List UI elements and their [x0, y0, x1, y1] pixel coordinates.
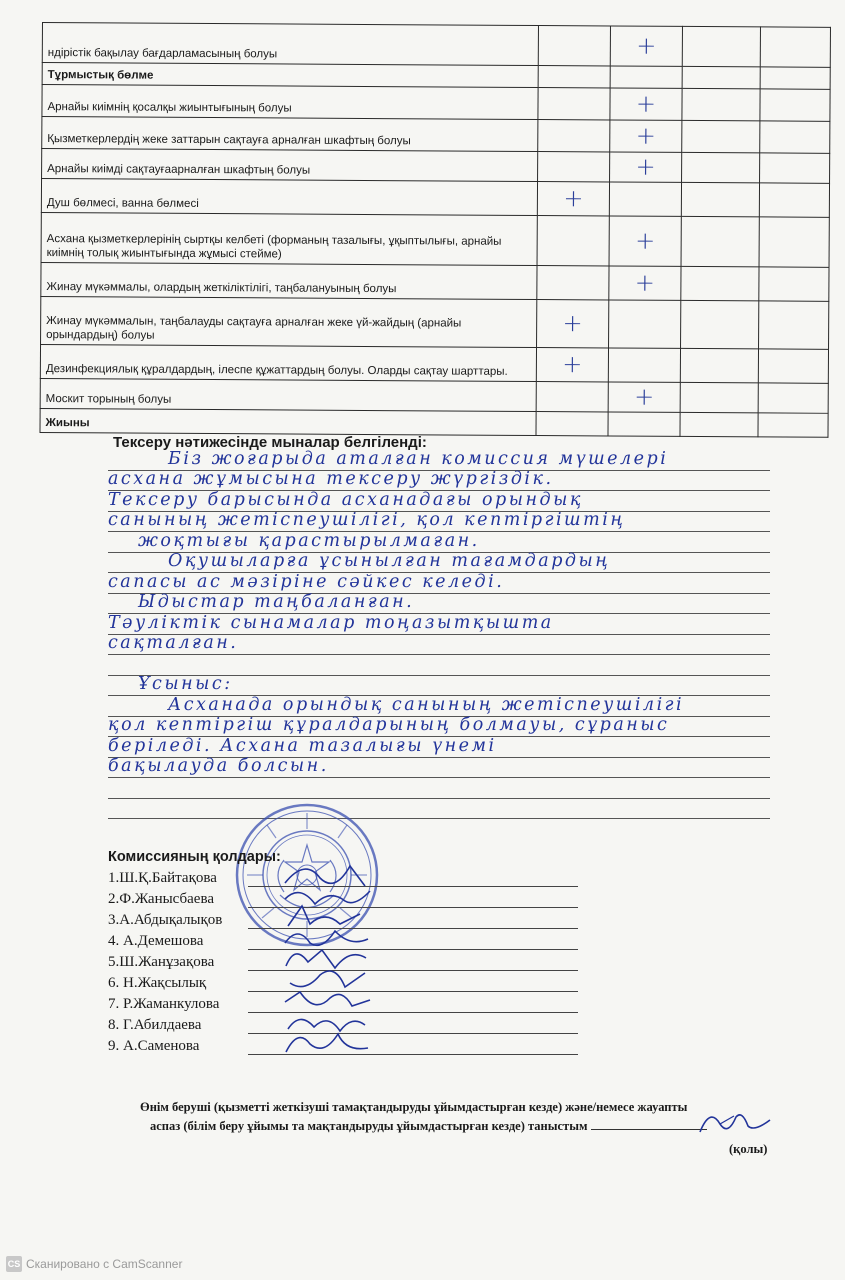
handwritten-findings — [108, 450, 770, 819]
checklist-row — [41, 212, 829, 267]
ruled-line — [108, 758, 770, 779]
mark-cell — [680, 382, 758, 412]
mark-cell — [681, 266, 759, 300]
member-name: 9. А.Саменова — [108, 1038, 200, 1054]
ruled-line — [108, 532, 770, 553]
mark-cell — [758, 413, 828, 437]
mark-cell — [536, 412, 608, 436]
member-name: 6. Н.Жақсылық — [108, 975, 207, 991]
member-name: 2.Ф.Жанысбаева — [108, 891, 215, 907]
ruled-line — [108, 778, 770, 799]
checklist-row — [41, 179, 829, 218]
signatures-heading: Комиссияның қолдары: — [108, 849, 281, 865]
mark-cell — [758, 349, 828, 383]
mark-cell — [538, 26, 610, 66]
plus-mark: + — [636, 31, 657, 60]
ruled-line — [108, 676, 770, 697]
mark-cell — [536, 382, 608, 412]
ruled-line — [108, 799, 770, 820]
handwritten-text: Оқушыларға ұсынылған тағамдардың — [168, 551, 611, 571]
mark-cell — [538, 120, 610, 152]
criterion-label: Асхана қызметкерлерінің сыртқы келбеті (форманың тазалығы, ұқыптылығы, арнайы киімнің толық жиынтығында жұмысі стейме) — [41, 212, 537, 265]
mark-cell — [681, 182, 759, 216]
ruled-line — [108, 573, 770, 594]
plus-mark: + — [635, 226, 656, 255]
mark-cell — [758, 383, 828, 413]
checklist-row — [40, 344, 828, 383]
acknowledgement-signature — [690, 1102, 780, 1142]
handwritten-text: жоқтығы қарастырылмаған. — [138, 530, 480, 551]
handwritten-text: Біз жоғарыда аталған комиссия мүшелері — [168, 448, 669, 469]
handwritten-text: Тәуліктік сынамалар тоңазытқышта — [108, 612, 554, 633]
mark-cell — [760, 27, 830, 67]
mark-cell — [682, 88, 760, 120]
mark-cell — [538, 88, 610, 120]
mark-cell — [609, 182, 681, 216]
plus-mark: + — [634, 268, 656, 297]
member-name: 3.А.Абдықалықов — [108, 912, 223, 928]
plus-mark: + — [635, 89, 657, 118]
checklist-row — [40, 408, 828, 437]
checklist-row — [42, 23, 830, 68]
checklist-row — [41, 262, 829, 301]
mark-cell — [610, 88, 682, 120]
plus-mark: + — [563, 183, 584, 212]
plus-mark: + — [635, 152, 656, 181]
mark-cell — [759, 267, 829, 301]
mark-cell — [538, 152, 610, 182]
mark-cell — [608, 348, 680, 382]
mark-cell — [610, 120, 682, 152]
plus-mark: + — [634, 382, 655, 411]
handwritten-text: асхана жұмысына тексеру жүргіздік. — [108, 469, 554, 489]
mark-cell — [537, 300, 609, 348]
mark-cell — [537, 266, 609, 300]
checklist-row — [41, 296, 829, 349]
ruled-line — [108, 717, 770, 738]
mark-cell — [680, 412, 758, 436]
ruled-line — [108, 512, 770, 533]
ruled-line — [108, 553, 770, 574]
mark-cell — [681, 300, 759, 348]
section-label: Тұрмыстық бөлме — [42, 63, 538, 88]
handwritten-text: беріледі. Асхана тазалығы үнемі — [108, 735, 497, 756]
mark-cell — [537, 182, 609, 216]
mark-cell — [760, 89, 830, 121]
mark-cell — [760, 153, 830, 183]
criterion-label: Душ бөлмесі, ванна бөлмесі — [41, 179, 537, 216]
criterion-label: Арнайы киімнің қосалқы жиынтығының болуы — [42, 85, 538, 120]
mark-cell — [608, 382, 680, 412]
handwritten-text: сапасы ас мәзіріне сәйкес келеді. — [108, 571, 505, 592]
commission-members — [108, 868, 578, 1057]
mark-cell — [609, 216, 681, 266]
commission-member — [108, 1036, 578, 1057]
ruled-line — [108, 737, 770, 758]
mark-cell — [538, 66, 610, 88]
mark-cell — [759, 217, 829, 267]
member-name: 5.Ш.Жанұзақова — [108, 954, 215, 970]
mark-cell — [759, 183, 829, 217]
scanner-text: Сканировано с CamScanner — [26, 1257, 183, 1271]
handwritten-text: Асханада орындық санының жетіспеушілігі — [168, 694, 685, 715]
mark-cell — [610, 152, 682, 182]
handwritten-text: Тексеру барысында асханадағы орындық — [108, 489, 583, 510]
member-name: 4. А.Демешова — [108, 933, 204, 949]
mark-cell — [536, 348, 608, 382]
ruled-line — [108, 471, 770, 492]
checklist-table — [39, 22, 830, 438]
mark-cell — [608, 412, 680, 436]
criterion-label: Дезинфекциялық құралдардың, ілеспе құжаттардың болуы. Оларды сақтау шарттары. — [40, 344, 536, 381]
mark-cell — [682, 26, 760, 66]
acknowledgement-line-1: Өнім беруші (қызметті жеткізуші тамақтандыруды ұйымдастырған кезде) және/немесе жауапты — [140, 1100, 688, 1114]
checklist-row — [40, 378, 828, 413]
checklist-row — [42, 85, 830, 122]
handwritten-text: Ұсыныс: — [138, 674, 233, 694]
criterion-label: ндірістік бақылау бағдарламасының болуы — [42, 23, 538, 66]
criterion-label: Жинау мүкәммалы, олардың жеткіліктілігі, таңбалануының болуы — [41, 262, 537, 299]
mark-cell — [760, 67, 830, 89]
handwritten-text: қол кептіргіш құралдарының болмауы, сұраныс — [108, 715, 670, 735]
ruled-line — [108, 696, 770, 717]
mark-cell — [610, 26, 682, 66]
criterion-label: Арнайы киімді сақтауғаарналған шкафтың болуы — [42, 149, 538, 182]
mark-cell — [682, 152, 760, 182]
mark-cell — [537, 216, 609, 266]
member-name: 7. Р.Жаманкулова — [108, 996, 220, 1012]
member-signature — [280, 1026, 390, 1056]
handwritten-text: бақылауда болсын. — [108, 756, 329, 776]
plus-mark: + — [635, 121, 656, 150]
mark-cell — [609, 266, 681, 300]
checklist-row — [42, 117, 830, 154]
section-label: Жиыны — [40, 408, 536, 435]
mark-cell — [682, 120, 760, 152]
mark-cell — [681, 216, 759, 266]
mark-cell — [682, 66, 760, 88]
plus-mark: + — [562, 349, 583, 378]
mark-cell — [760, 121, 830, 153]
criterion-label: Москит торының болуы — [40, 378, 536, 411]
scanner-watermark — [6, 1256, 182, 1272]
handwritten-text: Ыдыстар таңбаланған. — [138, 592, 415, 612]
checklist-row — [42, 149, 830, 184]
ruled-line — [108, 450, 770, 471]
signature-label: (қолы) — [729, 1142, 768, 1156]
camscanner-icon: CS — [6, 1256, 22, 1272]
results-heading: Тексеру нәтижесінде мыналар белгіленді: — [113, 434, 427, 451]
handwritten-text: санының жетіспеушілігі, қол кептіргіштің — [108, 510, 626, 530]
criterion-label: Жинау мүкәммалын, таңбалауды сақтауға арналған жеке үй-жайдың (арнайы орындардың) болуы — [41, 296, 537, 347]
member-name: 1.Ш.Қ.Байтақова — [108, 870, 217, 886]
criterion-label: Қызметкерлердің жеке заттарын сақтауға арналған шкафтың болуы — [42, 117, 538, 152]
mark-cell — [680, 348, 758, 382]
ruled-line — [108, 491, 770, 512]
acknowledgement-line-2-text: аспаз (білім беру ұйымы та мақтандыруды ұйымдастырған кезде) таныстым — [150, 1119, 588, 1133]
handwritten-text: сақталған. — [108, 633, 239, 653]
mark-cell — [610, 66, 682, 88]
plus-mark: + — [562, 308, 583, 337]
ruled-line — [108, 614, 770, 635]
member-name: 8. Г.Абилдаева — [108, 1017, 202, 1033]
ruled-line — [108, 594, 770, 615]
mark-cell — [759, 301, 829, 349]
mark-cell — [609, 300, 681, 348]
ruled-line — [108, 635, 770, 656]
ruled-line — [108, 655, 770, 676]
